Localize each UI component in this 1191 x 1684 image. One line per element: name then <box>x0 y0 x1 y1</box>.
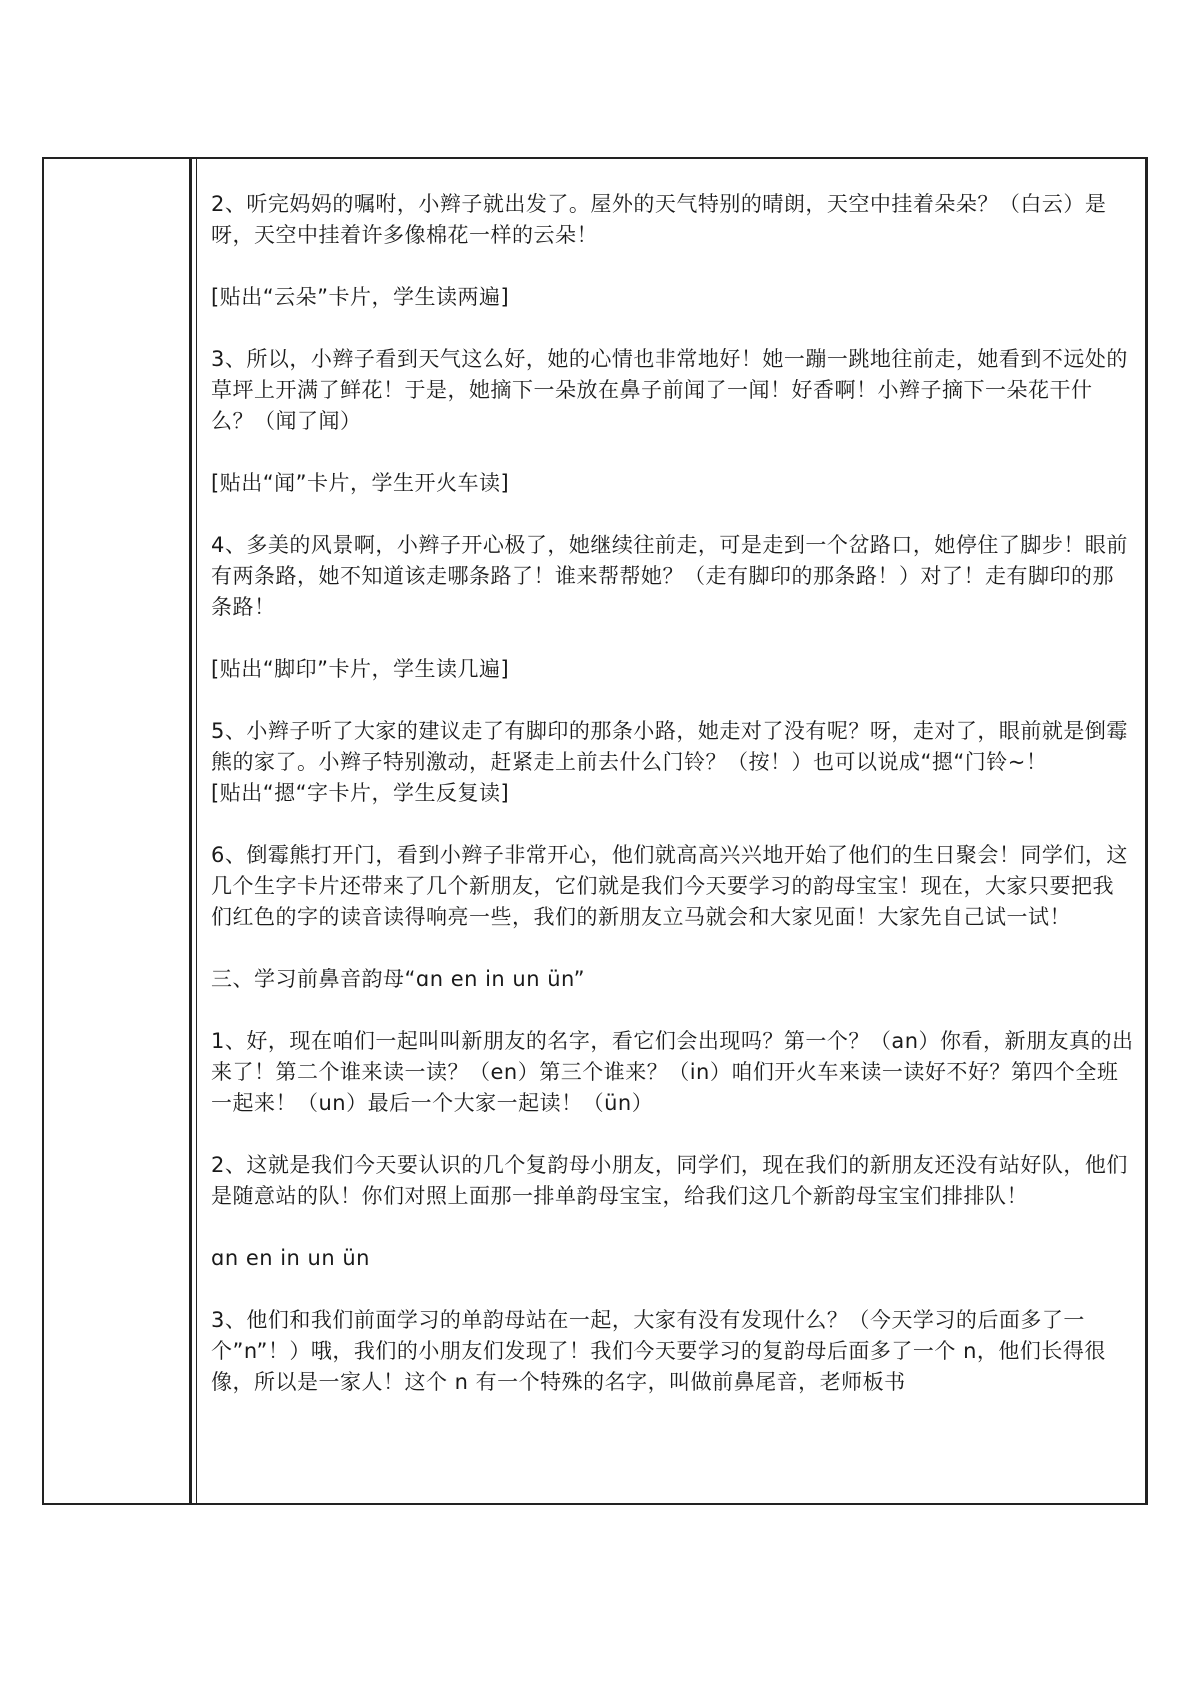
paragraph-card-jiaoyin: [贴出“脚印”卡片，学生读几遍] <box>211 657 510 681</box>
table-left-column <box>44 159 192 1503</box>
paragraph-step-4: 4、多美的风景啊，小辫子开心极了，她继续往前走，可是走到一个岔路口，她停住了脚步！眼前有两条路，她不知道该走哪条路了！谁来帮帮她？（走有脚印的那条路！）对了！走有脚印的那条路！ <box>211 533 1128 619</box>
paragraph-finals-list: ɑn en in un ün <box>211 1246 370 1270</box>
paragraph-step-6: 6、倒霉熊打开门，看到小辫子非常开心，他们就高高兴兴地开始了他们的生日聚会！同学们，这几个生字卡片还带来了几个新朋友，它们就是我们今天要学习的韵母宝宝！现在，大家只要把我们红色的字的读音读得响亮一些，我们的新朋友立马就会和大家见面！大家先自己试一试！ <box>211 843 1128 929</box>
paragraph-learn-2: 2、这就是我们今天要认识的几个复韵母小朋友，同学们，现在我们的新朋友还没有站好队，他们是随意站的队！你们对照上面那一排单韵母宝宝，给我们这几个新韵母宝宝们排排队！ <box>211 1153 1128 1208</box>
paragraph-learn-1: 1、好，现在咱们一起叫叫新朋友的名字，看它们会出现吗？第一个？（an）你看，新朋友真的出来了！第二个谁来读一读？（en）第三个谁来？（in）咱们开火车来读一读好不好？第四个全班一起来！（un）最后一个大家一起读！（ün） <box>211 1029 1134 1115</box>
paragraph-learn-3: 3、他们和我们前面学习的单韵母站在一起，大家有没有发现什么？（今天学习的后面多了一个”n”！）哦，我们的小朋友们发现了！我们今天要学习的复韵母后面多了一个 n，他们长得很像，所以是一家人！这个 n 有一个特殊的名字，叫做前鼻尾音，老师板书 <box>211 1308 1106 1394</box>
lesson-table <box>42 157 1148 1505</box>
paragraph-card-yunduo: [贴出“云朵”卡片，学生读两遍] <box>211 285 510 309</box>
lesson-content <box>211 189 1135 1398</box>
paragraph-step-5: 5、小辫子听了大家的建议走了有脚印的那条小路，她走对了没有呢？呀，走对了，眼前就是倒霉熊的家了。小辫子特别激动，赶紧走上前去什么门铃？（按！）也可以说成“摁“门铃~！ <box>211 719 1128 774</box>
section-heading-3: 三、学习前鼻音韵母“ɑn en in un ün” <box>211 967 586 991</box>
paragraph-card-wen: [贴出“闻”卡片，学生开火车读] <box>211 471 510 495</box>
table-content-cell <box>196 159 1145 1503</box>
paragraph-card-en: [贴出“摁“字卡片，学生反复读] <box>211 781 510 805</box>
paragraph-step-3: 3、所以，小辫子看到天气这么好，她的心情也非常地好！她一蹦一跳地往前走，她看到不远处的草坪上开满了鲜花！于是，她摘下一朵放在鼻子前闻了一闻！好香啊！小辫子摘下一朵花干什么？（闻了闻） <box>211 347 1128 433</box>
paragraph-step-2: 2、听完妈妈的嘱咐，小辫子就出发了。屋外的天气特别的晴朗，天空中挂着朵朵？（白云）是呀，天空中挂着许多像棉花一样的云朵！ <box>211 192 1107 247</box>
